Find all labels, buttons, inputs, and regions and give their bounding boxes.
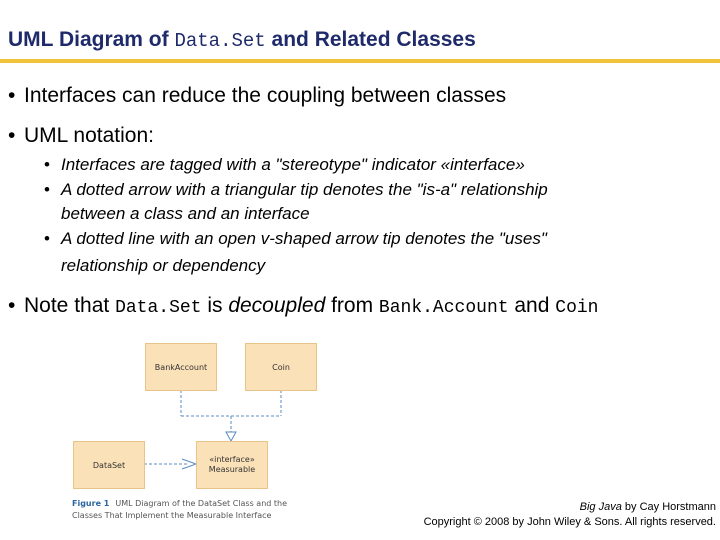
bullet-uml-notation: • UML notation: (8, 124, 154, 147)
sub-bullet-is-a: • A dotted arrow with a triangular tip denotes the "is-a" relationship (44, 180, 548, 199)
sub-bullet-uses-cont: relationship or dependency (61, 256, 266, 275)
dataset-box: DataSet (73, 441, 145, 489)
measurable-interface-box (196, 441, 268, 489)
interface-name: Measurable (208, 465, 256, 474)
bullet-coupling: • Interfaces can reduce the coupling between classes (8, 84, 507, 107)
bullet-decoupled: • Note that Data.Set is decoupled from Bank.Account and Coin (8, 294, 599, 318)
sub-bullet-uses: • A dotted line with an open v-shaped arrow tip denotes the "uses" (44, 229, 547, 248)
figure-caption: Figure 1 UML Diagram of the DataSet Class and the Classes That Implement the Measurable Interface (72, 499, 288, 520)
slide-title: UML Diagram of Data.Set and Related Classes (8, 28, 476, 52)
copyright-credit: Big Java by Cay Horstmann Copyright © 2008 by John Wiley & Sons. All rights reserved. (423, 501, 716, 528)
triangle-arrow-icon (226, 432, 236, 441)
title-code: Data.Set (174, 30, 266, 52)
interface-stereotype: «interface» (209, 455, 255, 464)
sub-bullet-is-a-cont: between a class and an interface (61, 204, 310, 223)
sub-bullet-stereotype: • Interfaces are tagged with a "stereotype" indicator «interface» (44, 155, 525, 174)
bankaccount-box: BankAccount (145, 343, 217, 391)
coin-box: Coin (245, 343, 317, 391)
